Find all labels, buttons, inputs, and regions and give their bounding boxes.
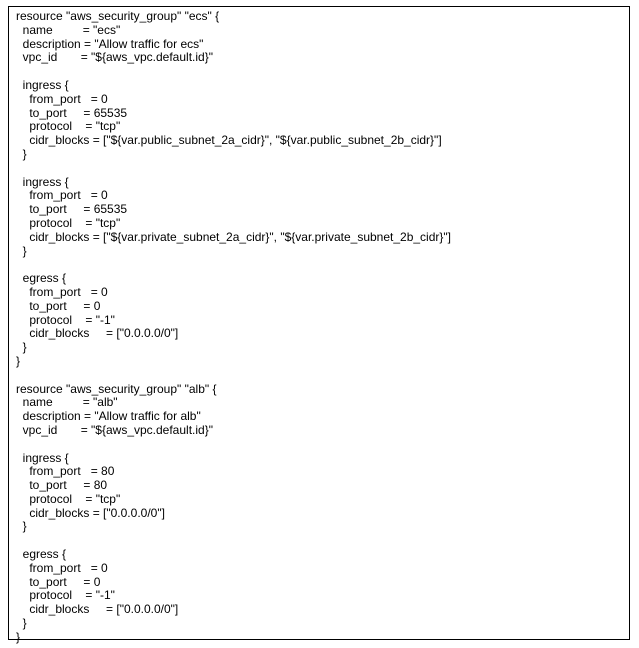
code-line (16, 438, 451, 452)
code-line: resource "aws_security_group" "ecs" { (16, 9, 220, 23)
code-line: from_port = 80 (16, 464, 115, 479)
code-line: egress { (16, 547, 67, 562)
code-line: from_port = 0 (16, 188, 108, 203)
code-line: cidr_blocks = ["0.0.0.0/0"] (16, 602, 179, 617)
code-line: ingress { (16, 174, 69, 189)
code-line: } (16, 519, 27, 534)
code-line: description = "Allow traffic for alb" (16, 409, 201, 424)
code-line: protocol = "tcp" (16, 119, 121, 134)
code-line: description = "Allow traffic for ecs" (16, 36, 204, 51)
code-line: egress { (16, 271, 67, 286)
code-line: protocol = "-1" (16, 588, 115, 603)
code-line (16, 534, 451, 548)
code-line: resource "aws_security_group" "alb" { (16, 381, 217, 396)
code-line: vpc_id = "${aws_vpc.default.id}" (16, 422, 213, 437)
code-line: name = "ecs" (16, 22, 121, 37)
code-line: to_port = 0 (16, 574, 101, 589)
code-line (16, 162, 451, 176)
code-line: vpc_id = "${aws_vpc.default.id}" (16, 50, 213, 65)
code-line (16, 258, 451, 272)
code-line: protocol = "tcp" (16, 491, 121, 506)
code-line: cidr_blocks = ["0.0.0.0/0"] (16, 505, 165, 520)
code-line: to_port = 0 (16, 298, 101, 313)
code-line: } (16, 340, 27, 355)
code-line: to_port = 65535 (16, 105, 128, 120)
code-line: cidr_blocks = ["${var.public_subnet_2a_cidr}", "${var.public_subnet_2b_cidr}"] (16, 133, 442, 148)
code-line: ingress { (16, 77, 69, 92)
code-line: } (16, 616, 27, 631)
code-line: } (16, 353, 21, 368)
code-line (16, 65, 451, 79)
code-line: from_port = 0 (16, 284, 108, 299)
code-line: to_port = 65535 (16, 202, 128, 217)
code-line: cidr_blocks = ["${var.private_subnet_2a_cidr}", "${var.private_subnet_2b_cidr}"] (16, 229, 451, 244)
code-line: } (16, 146, 27, 161)
code-line: } (16, 243, 27, 258)
code-line: cidr_blocks = ["0.0.0.0/0"] (16, 326, 179, 341)
terraform-code-block (16, 10, 451, 645)
code-line: protocol = "tcp" (16, 215, 121, 230)
code-document-frame (8, 6, 630, 644)
code-line (16, 369, 451, 383)
code-line: from_port = 0 (16, 560, 108, 575)
code-line: name = "alb" (16, 395, 118, 410)
code-line: } (16, 629, 21, 644)
code-line: ingress { (16, 450, 69, 465)
code-line: from_port = 0 (16, 91, 108, 106)
code-line: protocol = "-1" (16, 312, 115, 327)
code-line: to_port = 80 (16, 478, 108, 493)
